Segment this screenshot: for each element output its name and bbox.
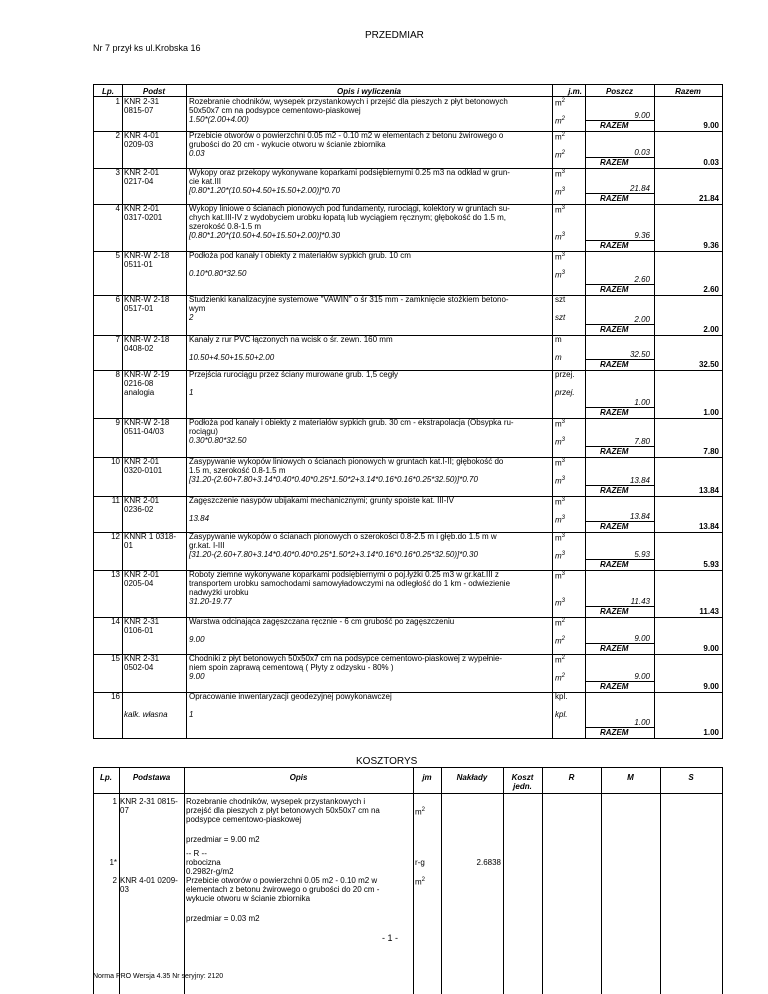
item-calc-unit: $m^3$ (555, 187, 566, 197)
item-poszcz-value: 1.00 (634, 398, 650, 407)
item-poszcz-value: 5.93 (634, 550, 650, 559)
item-description: Wykopy oraz przekopy wykonywane koparkami podsiębiernymi 0.25 m3 na odkład w grun- (189, 168, 510, 177)
item-poszcz-value: 9.00 (634, 111, 650, 120)
item-description: Podłoża pod kanały i obiekty z materiałów sypkich grub. 10 cm (189, 251, 411, 260)
item-calculation: 31.20-19.77 (189, 597, 232, 606)
item-podstawa-line2: 0517-01 (124, 304, 154, 313)
col-divider-jm (552, 84, 553, 738)
item-lp: 1 (115, 97, 120, 106)
item-calc-unit: $m^2$ (555, 636, 566, 646)
kosz-col-koszt (503, 767, 504, 994)
item-poszcz-value: 2.60 (634, 275, 650, 284)
item-podstawa-line1: KNNR 1 0318- (124, 532, 177, 541)
item-poszcz-value: 0.03 (634, 148, 650, 157)
kosz-row1-norm: 0.2982r-g/m2 (186, 867, 234, 876)
razem-label: RAZEM (600, 325, 629, 334)
kosz-header-podstawa: Podstawa (132, 773, 171, 782)
item-description: Rozebranie chodników, wysepek przystankowych i przejść dla pieszych z płyt betonowych (189, 97, 508, 106)
item-description: wym (189, 304, 206, 313)
item-podstawa-line2: 0205-04 (124, 579, 154, 588)
razem-label: RAZEM (600, 360, 629, 369)
item-poszcz-value: 21.84 (629, 184, 650, 193)
item-razem-value: 2.00 (703, 325, 719, 334)
item-razem-value: 5.93 (703, 560, 719, 569)
item-unit: $m^3$ (555, 419, 566, 429)
razem-label: RAZEM (600, 522, 629, 531)
item-description: grubości do 20 cm - wykucie otworu w ścianie zbiornika (189, 140, 386, 149)
item-podstawa-line2: 0236-02 (124, 505, 154, 514)
kosz-header-r: R (568, 773, 575, 782)
item-podstawa-line2: 01 (124, 541, 133, 550)
item-razem-value: 1.00 (703, 408, 719, 417)
item-calc-unit: $m^3$ (555, 232, 566, 242)
item-poszcz-value: 7.80 (634, 437, 650, 446)
item-description: Wykopy liniowe o ścianach pionowych pod fundamenty, rurociągi, kolektory w gruntach su- (189, 204, 510, 213)
item-razem-value: 21.84 (698, 194, 719, 203)
item-lp: 3 (115, 168, 120, 177)
razem-label: RAZEM (600, 682, 629, 691)
kosz-row1-desc-line2: przejść dla pieszych z płyt betonowych 50x50x7 cm na (186, 806, 380, 815)
item-podstawa-line2: 0502-04 (124, 663, 154, 672)
item-calc-unit: szt (555, 313, 566, 322)
item-calculation: 0.10*0.80*32.50 (189, 269, 247, 278)
kosz-col-naklady (441, 767, 442, 994)
kosz-col-m (601, 767, 602, 994)
item-calculation: 13.84 (189, 514, 210, 523)
kosz-row2-desc-line2: elementach z betonu żwirowego o grubości do 20 cm - (186, 885, 380, 894)
item-lp: 8 (115, 370, 120, 379)
item-calculation: [31.20-(2.60+7.80+3.14*0.40*0.40*0.25*1.50*2+3.14*0.16*0.16*0.25*32.50)]*0.70 (189, 475, 478, 484)
kosz-col-opis (184, 767, 185, 994)
item-calc-unit: $m^3$ (555, 551, 566, 561)
table-left-border (93, 84, 94, 738)
item-unit: szt (555, 295, 566, 304)
kosz-header-bottom (93, 793, 723, 794)
item-calculation: 9.00 (189, 635, 205, 644)
item-description: Opracowanie inwentaryzacji geodezyjnej powykonawczej (189, 692, 392, 701)
table-right-border (722, 84, 723, 738)
item-description: nadwyżki urobku (189, 588, 249, 597)
item-podstawa-line2: 0320-0101 (124, 466, 163, 475)
kosz-col-s (660, 767, 661, 994)
item-unit: $m^2$ (555, 618, 566, 628)
item-poszcz-value: 2.00 (634, 315, 650, 324)
item-description: cie kat.III (189, 177, 222, 186)
item-calc-unit: m (555, 353, 562, 362)
kosz-row2-przedmiar: przedmiar = 0.03 m2 (186, 914, 260, 923)
kosz-col-r (542, 767, 543, 994)
kosz-header-jedn: jedn. (513, 782, 532, 791)
item-description: Podłoża pod kanały i obiekty z materiałów sypkich grub. 30 cm - ekstrapolacja (Obsypka ru- (189, 418, 514, 427)
item-calc-unit: $m^2$ (555, 673, 566, 683)
item-podstawa-line2: 0217-04 (124, 177, 154, 186)
item-description: Zasypywanie wykopów liniowych o ścianach pionowych w gruntach kat.I-II; głębokość do (189, 457, 504, 466)
kosz-row2-podstawa-line1: KNR 4-01 0209- (120, 876, 178, 885)
item-razem-value: 9.00 (703, 682, 719, 691)
kosz-row1-robocizna-value: 2.6838 (476, 858, 501, 867)
razem-label: RAZEM (600, 121, 629, 130)
item-lp: 6 (115, 295, 120, 304)
item-description: Warstwa odcinająca zagęszczana ręcznie - 6 cm grubość po zagęszczeniu (189, 617, 455, 626)
item-lp: 13 (111, 570, 120, 579)
item-poszcz-value: 9.00 (634, 634, 650, 643)
item-calculation: 10.50+4.50+15.50+2.00 (189, 353, 275, 362)
item-calculation: 0.30*0.80*32.50 (189, 436, 247, 445)
col-divider-podst (122, 84, 123, 738)
item-unit: $m^3$ (555, 252, 566, 262)
item-lp: 5 (115, 251, 120, 260)
header-razem: Razem (675, 87, 701, 96)
kosz-header-koszt: Koszt (511, 773, 534, 782)
kosz-top-border (93, 767, 723, 768)
item-poszcz-value: 32.50 (629, 350, 650, 359)
kosz-row1-podstawa-line2: 07 (120, 806, 129, 815)
item-calculation: 2 (189, 313, 194, 322)
item-podstawa-line1: KNR 2-01 (124, 570, 160, 579)
razem-label: RAZEM (600, 560, 629, 569)
item-poszcz-value: 9.36 (634, 231, 650, 240)
item-calculation: [0.80*1.20*(10.50+4.50+15.50+2.00)]*0.70 (189, 186, 341, 195)
item-podstawa-line1: KNR 2-01 (124, 457, 160, 466)
item-poszcz-value: 11.43 (630, 597, 650, 606)
item-razem-value: 32.50 (698, 360, 719, 369)
item-description: rociągu) (189, 427, 218, 436)
item-podstawa-line1: KNR-W 2-18 (124, 335, 170, 344)
header-opis: Opis i wyliczenia (336, 87, 402, 96)
kosz-row1-desc-line1: Rozebranie chodników, wysepek przystankowych i (186, 797, 366, 806)
item-unit: $m^3$ (555, 205, 566, 215)
row-bottom-border (93, 370, 723, 371)
item-razem-value: 2.60 (703, 285, 719, 294)
header-lp: Lp. (102, 87, 114, 96)
page-title: PRZEDMIAR (365, 30, 424, 41)
kosz-header-s: S (688, 773, 694, 782)
item-description: Chodniki z płyt betonowych 50x50x7 cm na podsypce cementowo-piaskowej z wypełnie- (189, 654, 503, 663)
item-calculation: 1 (189, 710, 194, 719)
item-razem-value: 9.36 (703, 241, 719, 250)
item-lp: 12 (111, 532, 120, 541)
col-divider-opis (186, 84, 187, 738)
item-description: szerokość 0.8-1.5 m (189, 222, 262, 231)
item-calculation: 0.03 (189, 149, 205, 158)
item-podstawa-line2: 0209-03 (124, 140, 154, 149)
item-podstawa-line1: KNR 2-31 (124, 654, 160, 663)
item-razem-value: 9.00 (703, 121, 719, 130)
item-lp: 16 (111, 692, 120, 701)
kosz-col-jm (413, 767, 414, 994)
item-razem-value: 11.43 (699, 607, 719, 616)
item-calc-unit: $m^3$ (555, 476, 566, 486)
item-podstawa-line1: KNR 2-01 (124, 496, 160, 505)
razem-label: RAZEM (600, 408, 629, 417)
item-podstawa-line2: 0815-07 (124, 106, 154, 115)
item-unit: przej. (555, 370, 575, 379)
item-unit: $m^3$ (555, 571, 566, 581)
item-lp: 15 (111, 654, 120, 663)
item-podstawa-line2: 0511-04/03 (124, 427, 164, 436)
item-calc-unit: kpl. (555, 710, 568, 719)
item-podstawa-line1: KNR-W 2-18 (124, 295, 170, 304)
item-calc-unit: $m^3$ (555, 515, 566, 525)
item-razem-value: 9.00 (703, 644, 719, 653)
kosz-row1-podstawa-line1: KNR 2-31 0815- (120, 797, 178, 806)
razem-label: RAZEM (600, 728, 629, 737)
header-jm: j.m. (568, 87, 582, 96)
item-poszcz-value: 1.00 (634, 718, 650, 727)
header-poszcz: Poszcz (605, 87, 634, 96)
item-podstawa-line1: KNR 4-01 (124, 131, 160, 140)
item-lp: 2 (115, 131, 120, 140)
item-calculation: [31.20-(2.60+7.80+3.14*0.40*0.40*0.25*1.50*2+3.14*0.16*0.16*0.25*32.50)]*0.30 (189, 550, 478, 559)
item-podstawa-line2: 0408-02 (124, 344, 154, 353)
item-poszcz-value: 9.00 (634, 672, 650, 681)
item-podstawa-line1: KNR 2-01 (124, 168, 160, 177)
item-unit: $m^3$ (555, 169, 566, 179)
item-unit: m (555, 335, 562, 344)
razem-label: RAZEM (600, 241, 629, 250)
item-podstawa-line1: KNR 2-31 (124, 97, 160, 106)
kosz-header-naklady: Nakłady (456, 773, 488, 782)
item-podstawa-line3: analogia (124, 388, 155, 397)
item-lp: 9 (115, 418, 120, 427)
item-lp: 10 (111, 457, 120, 466)
item-poszcz-value: 13.84 (629, 476, 650, 485)
item-calc-unit: przej. (555, 388, 575, 397)
row-bottom-border (93, 692, 723, 693)
item-description: Zagęszczenie nasypów ubijakami mechanicznymi; grunty spoiste kat. III-IV (189, 496, 455, 505)
item-podstawa-line1: KNR-W 2-19 (124, 370, 170, 379)
item-description: 1.5 m, szerokość 0.8-1.5 m (189, 466, 286, 475)
item-calc-unit: $m^3$ (555, 270, 566, 280)
kosz-row1-jm: $m^2$ (415, 807, 426, 817)
item-podstawa-line1: KNR-W 2-18 (124, 251, 170, 260)
row-bottom-border (93, 335, 723, 336)
razem-label: RAZEM (600, 447, 629, 456)
item-poszcz-value: 13.84 (629, 512, 650, 521)
item-podstawa-line2: 0511-01 (124, 260, 153, 269)
razem-label: RAZEM (600, 486, 629, 495)
page-number: - 1 - (381, 933, 398, 943)
item-unit: $m^2$ (555, 98, 566, 108)
item-unit: $m^3$ (555, 533, 566, 543)
item-description: Kanały z rur PVC łączonych na wcisk o śr. zewn. 160 mm (189, 335, 393, 344)
item-lp: 7 (115, 335, 120, 344)
document-subtitle: Nr 7 przył ks ul.Krobska 16 (93, 43, 201, 53)
table-top-border (93, 84, 723, 85)
item-razem-value: 0.03 (703, 158, 719, 167)
razem-label: RAZEM (600, 285, 629, 294)
kosz-row2-desc-line3: wykucie otworu w ścianie zbiornika (186, 894, 311, 903)
kosz-row1-przedmiar: przedmiar = 9.00 m2 (186, 835, 260, 844)
razem-label: RAZEM (600, 644, 629, 653)
item-podstawa-line2: 0216-08 (124, 379, 154, 388)
item-podstawa-line2: 0106-01 (124, 626, 154, 635)
item-description: Roboty ziemne wykonywane koparkami podsiębiernymi o poj.łyżki 0.25 m3 w gr.kat.III z (189, 570, 499, 579)
item-podstawa-line2: kalk. własna (124, 710, 168, 719)
item-description: Przejścia rurociągu przez ściany murowane grub. 1,5 cegły (189, 370, 398, 379)
kosz-row1-robocizna: robocizna (186, 858, 221, 867)
row-bottom-border (93, 738, 723, 739)
kosz-row1-star-lp: 1* (109, 858, 117, 867)
item-razem-value: 13.84 (698, 486, 719, 495)
kosz-row2-desc-line1: Przebicie otworów o powierzchni 0.05 m2 - 0.10 m2 w (186, 876, 378, 885)
item-podstawa-line2: 0317-0201 (124, 213, 163, 222)
item-description: transportem urobku samochodami samowyładowczymi na odległość do 1 km - odwiezienie (189, 579, 511, 588)
header-podst: Podst (142, 87, 166, 96)
kosz-row1-robocizna-jm: r-g (415, 858, 425, 867)
kosz-header-jm: jm (422, 773, 432, 782)
kosz-row2-lp: 2 (112, 876, 117, 885)
item-unit: $m^2$ (555, 132, 566, 142)
item-description: niem spoin zaprawą cementową ( Płyty z odzysku - 80% ) (189, 663, 394, 672)
item-razem-value: 7.80 (703, 447, 719, 456)
software-info: Norma PRO Wersja 4.35 Nr seryjny: 2120 (93, 973, 224, 980)
kosztorys-title: KOSZTORYS (356, 756, 418, 767)
item-unit: kpl. (555, 692, 568, 701)
item-podstawa-line1: KNR 2-01 (124, 204, 160, 213)
item-lp: 14 (111, 617, 120, 626)
item-razem-value: 1.00 (703, 728, 719, 737)
kosz-row1-r-section: -- R -- (186, 849, 207, 858)
item-calc-unit: $m^2$ (555, 116, 566, 126)
item-calculation: 1 (189, 388, 194, 397)
item-description: Przebicie otworów o powierzchni 0.05 m2 - 0.10 m2 w elementach z betonu żwirowego o (189, 131, 504, 140)
kosz-row1-lp: 1 (112, 797, 117, 806)
item-calc-unit: $m^3$ (555, 437, 566, 447)
item-podstawa-line1: KNR-W 2-18 (124, 418, 170, 427)
item-podstawa-line1: KNR 2-31 (124, 617, 160, 626)
item-razem-value: 13.84 (698, 522, 719, 531)
kosz-row2-podstawa-line2: 03 (120, 885, 129, 894)
item-lp: 4 (115, 204, 120, 213)
kosz-header-opis: Opis (289, 773, 308, 782)
razem-label: RAZEM (600, 607, 629, 616)
item-calculation: [0.80*1.20*(10.50+4.50+15.50+2.00)]*0.30 (189, 231, 341, 240)
item-description: chych kat.III-IV z wydobyciem urobku łopatą lub wyciągiem ręcznym; głębokość do 1.5 m, (189, 213, 507, 222)
item-calc-unit: $m^3$ (555, 598, 566, 608)
kosz-row2-jm: $m^2$ (415, 877, 426, 887)
kosz-header-m: M (627, 773, 634, 782)
item-unit: $m^2$ (555, 655, 566, 665)
item-unit: $m^3$ (555, 458, 566, 468)
item-description: Studzienki kanalizacyjne systemowe "VAWIN" o śr 315 mm - zamknięcie stożkiem betono- (189, 295, 509, 304)
razem-label: RAZEM (600, 158, 629, 167)
item-description: gr.kat. I-III (189, 541, 225, 550)
item-calculation: 9.00 (189, 672, 205, 681)
item-description: 50x50x7 cm na podsypce cementowo-piaskowej (189, 106, 361, 115)
kosz-row1-desc-line3: podsypce cementowo-piaskowej (186, 815, 302, 824)
item-unit: $m^3$ (555, 497, 566, 507)
kosz-right-border (722, 767, 723, 994)
item-calculation: 1.50*(2.00+4.00) (189, 115, 249, 124)
kosz-header-lp: Lp. (100, 773, 112, 782)
item-description: Zasypywanie wykopów o ścianach pionowych o szerokości 0.8-2.5 m i głęb.do 1.5 m w (189, 532, 497, 541)
razem-label: RAZEM (600, 194, 629, 203)
item-calc-unit: $m^2$ (555, 150, 566, 160)
item-lp: 11 (111, 496, 120, 505)
